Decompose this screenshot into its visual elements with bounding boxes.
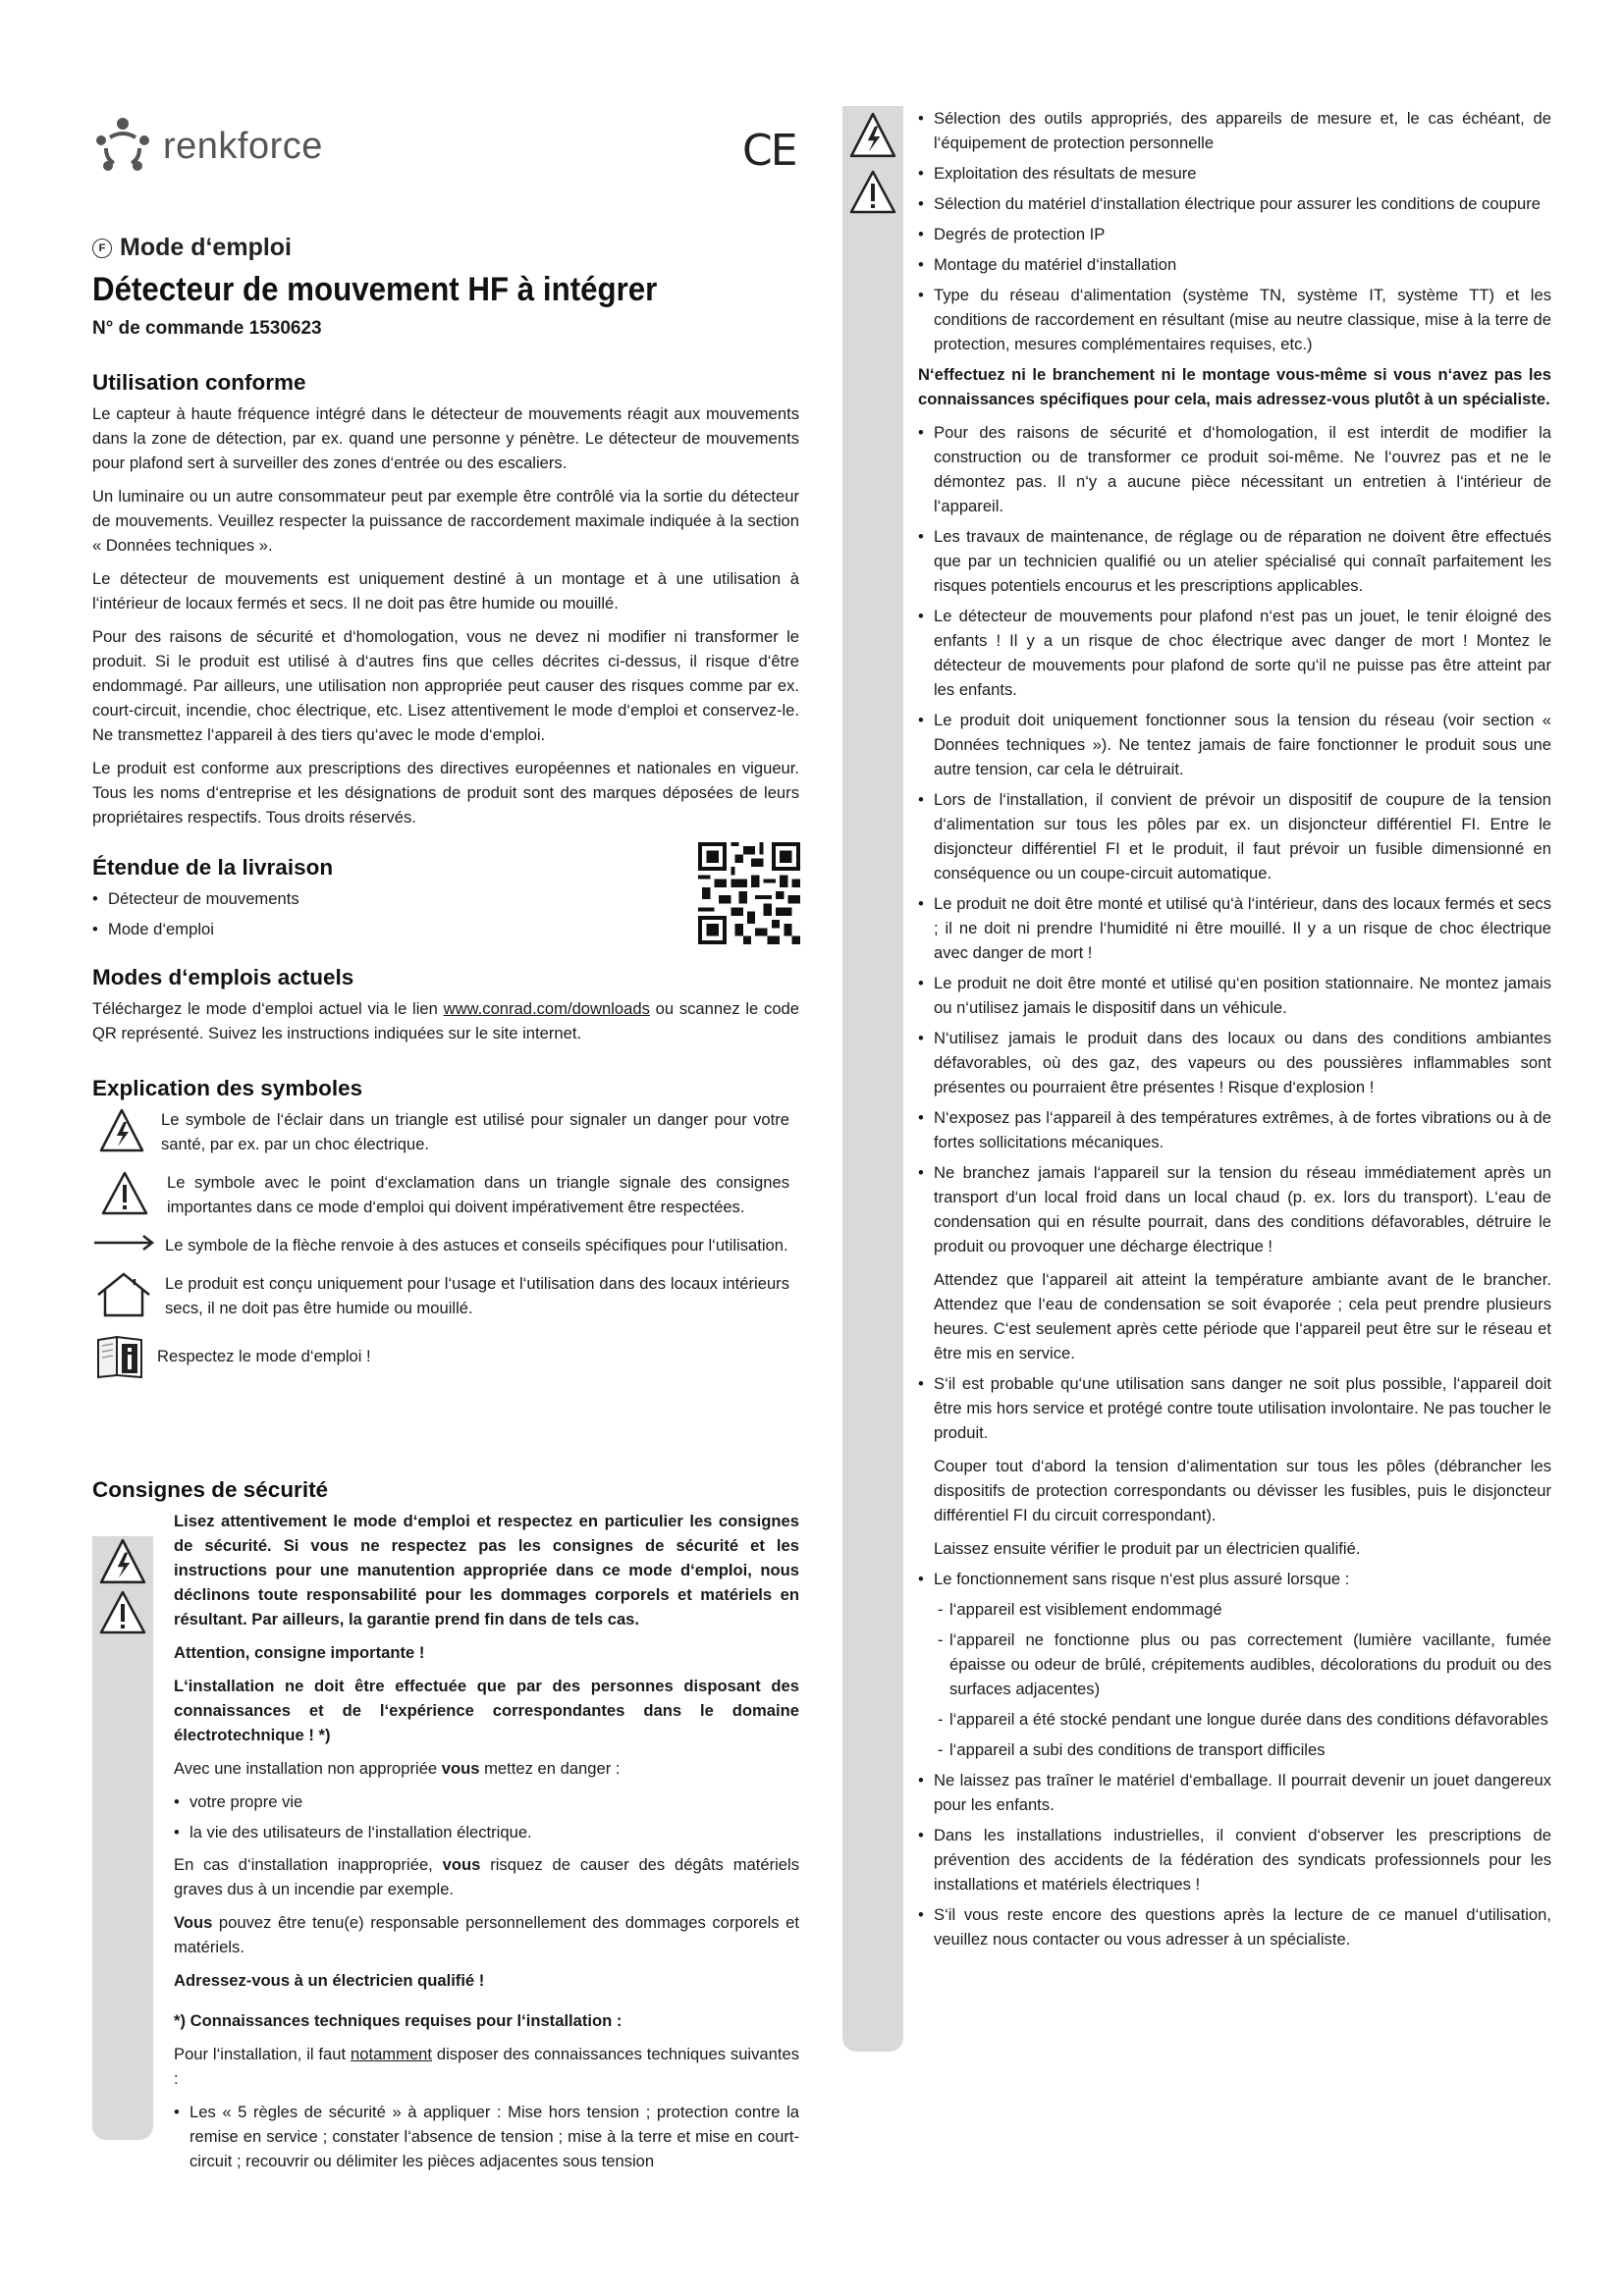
safety-sidebar-right (842, 106, 903, 2052)
list-item: • Mode d‘emploi (92, 917, 681, 941)
manual-info-icon (95, 1334, 144, 1379)
renkforce-logo-icon (92, 116, 153, 177)
section-heading: Explication des symboles (92, 1076, 363, 1100)
text-span: vous (442, 1855, 481, 1874)
attention-label: Attention, consigne importante ! (174, 1643, 425, 1662)
symbol-row (92, 1233, 789, 1257)
symbol-text: Le symbole de l‘éclair dans un triangle est utilisé pour signaler un danger pour votre santé, par ex. par un choc électrique. (161, 1110, 789, 1153)
current-manuals-section (92, 965, 799, 1045)
exclamation-triangle-icon (848, 167, 897, 218)
sub-list-item: - l‘appareil a subi des conditions de transport difficiles (934, 1737, 1551, 1762)
intended-use-section (92, 370, 799, 838)
knowledge-heading: *) Connaissances techniques requises pour l‘installation : (174, 2011, 623, 2030)
paragraph: Le détecteur de mouvements est uniquement destiné à un montage et à une utilisation à l‘intérieur de locaux fermés et secs. Il ne doit pas être humide ou mouillé. (92, 569, 799, 613)
symbol-row (92, 1170, 789, 1219)
delivery-section (92, 855, 681, 947)
list-item: • Lors de l‘installation, il convient de prévoir un dispositif de coupure de la tension d‘alimentation sur tous les pôles par ex. un disjoncteur différentiel FI. Entre le disjoncteur différentiel FI et le produit, il faut prévoir un fusible dimensionné en conséquence ou un coupe-circuit automatique. (918, 787, 1551, 885)
danger-intro (174, 1756, 799, 1781)
language-marker: F (92, 239, 112, 258)
text-span: Vous (174, 1913, 213, 1932)
list-item: • S‘il vous reste encore des questions après la lecture de ce manuel d‘utilisation, veuillez nous contacter ou vous adresser à un spécialiste. (918, 1902, 1551, 1951)
list-item: • Détecteur de mouvements (92, 886, 681, 911)
sub-list-item: - l‘appareil ne fonctionne plus ou pas correctement (lumière vacillante, fumée épaisse ou odeur de brûlé, crépitements audibles, décolorations du produit ou des surfaces adjacentes) (934, 1628, 1551, 1701)
text-span: Avec une installation non appropriée (174, 1759, 442, 1778)
section-heading: Utilisation conforme (92, 370, 306, 395)
paragraph: Pour des raisons de sécurité et d‘homologation, vous ne devez ni modifier ni transformer le produit. Si le produit est utilisé à d‘autres fins que celles décrites ci-dessus, il risque d‘être endommagé. Par ailleurs, une utilisation non appropriée peut causer des risques comme par ex. court-circuit, incendie, choc électrique, etc. Lisez attentivement le mode d‘emploi et conservez-le. Ne transmettez l‘appareil à des tiers qu‘avec le mode d‘emploi. (92, 627, 799, 744)
paragraph: • Le fonctionnement sans risque n‘est plus assuré lorsque : (934, 1570, 1350, 1588)
symbol-row (92, 1107, 789, 1156)
text-span: mettez en danger : (479, 1759, 621, 1778)
text-span: Téléchargez le mode d‘emploi actuel via le lien (92, 999, 444, 1018)
lightning-triangle-icon (98, 1536, 147, 1587)
list-item: • votre propre vie (174, 1789, 799, 1814)
lightning-triangle-icon (98, 1107, 145, 1154)
paragraph: Un luminaire ou un autre consommateur peut par exemple être contrôlé via la sortie du détecteur de mouvements. Veuillez respecter la puissance de raccordement maximale indiquée à la section « Données techniques ». (92, 487, 799, 555)
house-icon (95, 1271, 152, 1318)
list-item: • Degrés de protection IP (918, 222, 1551, 246)
symbol-text: Respectez le mode d‘emploi ! (157, 1347, 371, 1365)
section-heading: Modes d‘emplois actuels (92, 965, 354, 989)
electrician-notice: Adressez-vous à un électricien qualifié ! (174, 1971, 485, 1990)
list-item: • Le détecteur de mouvements pour plafond n‘est pas un jouet, le tenir éloigné des enfants ! Il y a un risque de choc électrique avec danger de mort ! Montez le détecteur de mouvements pour plafond de sorte qu‘il ne puisse pas être atteint par les enfants. (918, 604, 1551, 702)
symbol-text: Le symbole avec le point d‘exclamation dans un triangle signale des consignes importantes dans ce mode d‘emploi qui doivent impérativement être respectées. (167, 1173, 789, 1216)
arrow-icon (92, 1233, 155, 1253)
list-item: • Les travaux de maintenance, de réglage ou de réparation ne doivent être effectués que par un technicien qualifié ou un atelier spécialisé qui connaît parfaitement les risques potentiels encourus et les prescriptions applicables. (918, 524, 1551, 598)
list-item (918, 1567, 1551, 1762)
list-item: • Dans les installations industrielles, il convient d‘observer les prescriptions de prévention des accidents de la fédération des syndicats professionnels pour les installations et matériels électriques ! (918, 1823, 1551, 1896)
list-item: • Sélection des outils appropriés, des appareils de mesure et, le cas échéant, de l‘équipement de protection personnelle (918, 106, 1551, 155)
paragraph: Le capteur à haute fréquence intégré dans le détecteur de mouvements réagit aux mouvements dans la zone de détection, par ex. quand une personne y pénètre. Le détecteur de mouvements pour plafond sert à surveiller des zones d‘entrée ou des escaliers. (92, 404, 799, 472)
ce-mark: CE (742, 126, 796, 176)
symbols-section (92, 1076, 789, 1393)
installation-warning: L‘installation ne doit être effectuée que par des personnes disposant des connaissances et de l‘expérience correspondantes dans le domaine électrotechnique ! *) (174, 1677, 799, 1744)
safety-content-right (918, 106, 1551, 1957)
lightning-triangle-icon (848, 110, 897, 161)
safety-sidebar (92, 1536, 153, 2140)
paragraph: Attendez que l‘appareil ait atteint la température ambiante avant de le brancher. Attendez que l‘eau de condensation se soit évaporée ; cela peut prendre plusieurs heures. C‘est seulement après cette période que l‘appareil peut être sur le réseau et être mis en service. (934, 1270, 1551, 1362)
symbol-row (92, 1271, 789, 1320)
list-item: • Les « 5 règles de sécurité » à appliquer : Mise hors tension ; protection contre la remise en service ; constater l‘absence de tension ; mise à la terre et mise en court-circuit ; recouvrir ou délimiter les pièces adjacentes sous tension (174, 2100, 799, 2173)
safety-content-left (174, 1509, 799, 2179)
downloads-link[interactable]: www.conrad.com/downloads (443, 999, 650, 1018)
list-item: • Pour des raisons de sécurité et d‘homologation, il est interdit de modifier la construction ou de transformer ce produit soi-même. Ne l‘ouvrez pas et ne le démontez pas. Il n‘y a aucune pièce nécessitant un entretien à l‘intérieur de l‘appareil. (918, 420, 1551, 518)
list-item: • Ne laissez pas traîner le matériel d‘emballage. Il pourrait devenir un jouet dangereux pour les enfants. (918, 1768, 1551, 1817)
text-span: notamment (351, 2045, 433, 2063)
text-span: ou scannez le code QR représenté. Suivez les instructions indiquées sur le site internet. (92, 999, 800, 1042)
list-item: • Le produit ne doit être monté et utilisé qu‘à l‘intérieur, dans des locaux fermés et secs ; il ne doit ni prendre l‘humidité ni être mouillé. Il y a un risque de choc électrique avec danger de mort ! (918, 891, 1551, 965)
paragraph: • S‘il est probable qu‘une utilisation sans danger ne soit plus possible, l‘appareil doit être mis hors service et protégé contre toute utilisation involontaire. Ne pas toucher le produit. (934, 1374, 1551, 1442)
exclamation-triangle-icon (98, 1587, 147, 1638)
symbol-text: Le produit est conçu uniquement pour l‘usage et l‘utilisation dans des locaux intérieurs secs, il ne doit pas être humide ou mouillé. (165, 1274, 789, 1317)
liability-text (174, 1910, 799, 1959)
list-item: • N‘exposez pas l‘appareil à des températures extrêmes, à de fortes vibrations ou à de fortes sollicitations mécaniques. (918, 1105, 1551, 1154)
text-span: pouvez être tenu(e) responsable personnellement des dommages corporels et matériels. (174, 1913, 799, 1956)
mode-text: Mode d‘emploi (120, 234, 292, 261)
list-item: • Exploitation des résultats de mesure (918, 161, 1551, 186)
section-heading: Étendue de la livraison (92, 855, 334, 880)
specialist-warning: N‘effectuez ni le branchement ni le montage vous-même si vous n‘avez pas les connaissances spécifiques pour cela, mais adressez-vous plutôt à un spécialiste. (918, 365, 1551, 408)
safety-heading-wrap (92, 1477, 799, 1509)
paragraph: Couper tout d‘abord la tension d‘alimentation sur tous les pôles (débrancher les dispositifs de protection correspondants ou dévisser les fusibles, puis le disjoncteur différentiel FI du circuit correspondant). (934, 1457, 1551, 1524)
list-item (918, 1371, 1551, 1561)
exclamation-triangle-icon (100, 1170, 149, 1217)
qr-code[interactable] (698, 842, 800, 944)
safety-intro: Lisez attentivement le mode d‘emploi et respectez en particulier les consignes de sécurité. Si vous ne respectez pas les consignes de sécurité et les instructions pour une manutention appropriée dans ce mode d‘emploi, nous déclinons toute responsabilité pour les dommages corporels et matériels en résultant. Par ailleurs, la garantie prend fin dans de tels cas. (174, 1512, 799, 1629)
sub-list-item: - l‘appareil est visiblement endommagé (934, 1597, 1551, 1622)
brand-name: renkforce (163, 125, 323, 167)
paragraph: Laissez ensuite vérifier le produit par un électricien qualifié. (934, 1539, 1361, 1558)
text-span: Pour l‘installation, il faut (174, 2045, 351, 2063)
list-item: • Montage du matériel d‘installation (918, 252, 1551, 277)
text-span: En cas d‘installation inappropriée, (174, 1855, 443, 1874)
paragraph (92, 996, 799, 1045)
brand-logo (92, 116, 323, 177)
text-span: disposer des connaissances techniques suivantes : (174, 2045, 799, 2088)
symbol-text: Le symbole de la flèche renvoie à des astuces et conseils spécifiques pour l‘utilisation. (165, 1236, 788, 1255)
list-item: • Le produit doit uniquement fonctionner sous la tension du réseau (voir section « Données techniques »). Ne tentez jamais de faire fonctionner le produit sous une autre tension, car cela le détruirait. (918, 708, 1551, 781)
damage-text (174, 1852, 799, 1901)
list-item: • la vie des utilisateurs de l‘installation électrique. (174, 1820, 799, 1844)
list-item: • N‘utilisez jamais le produit dans des locaux ou dans des conditions ambiantes défavorables, où des gaz, des vapeurs ou des poussières inflammables sont présentes ou pourraient être présentes ! Risque d‘explosion ! (918, 1026, 1551, 1099)
order-number: N° de commande 1530623 (92, 318, 322, 339)
sub-list-item: - l‘appareil a été stocké pendant une longue durée dans des conditions défavorables (934, 1707, 1551, 1732)
text-span: risquez de causer des dégâts matériels graves dus à un incendie par exemple. (174, 1855, 800, 1898)
text-span: vous (441, 1759, 480, 1778)
section-heading: Consignes de sécurité (92, 1477, 329, 1502)
paragraph: Le produit est conforme aux prescriptions des directives européennes et nationales en vigueur. Tous les noms d‘entreprise et les désignations de produit sont des marques déposées de leurs propriétaires respectifs. Tous droits réservés. (92, 759, 799, 827)
list-item: • Le produit ne doit être monté et utilisé qu‘en position stationnaire. Ne montez jamais ou n‘utilisez jamais le dispositif dans un véhicule. (918, 971, 1551, 1020)
knowledge-intro (174, 2042, 799, 2091)
paragraph: • Ne branchez jamais l‘appareil sur la tension du réseau immédiatement après un transport d‘un local froid dans un local chaud (p. ex. lors du transport). L‘eau de condensation qui en résulte pourrait, dans des conditions défavorables, détruire le produit ou provoquer une décharge électrique ! (934, 1163, 1551, 1255)
list-item (918, 1160, 1551, 1365)
list-item: • Sélection du matériel d‘installation électrique pour assurer les conditions de coupure (918, 191, 1551, 216)
mode-label (92, 234, 292, 262)
page-title: Détecteur de mouvement HF à intégrer (92, 271, 658, 308)
symbol-row (92, 1334, 789, 1379)
list-item: • Type du réseau d‘alimentation (système TN, système IT, système TT) et les conditions de raccordement en résultant (mise au neutre classique, mise à la terre de protection, mesures complémentaires requises, etc.) (918, 283, 1551, 356)
